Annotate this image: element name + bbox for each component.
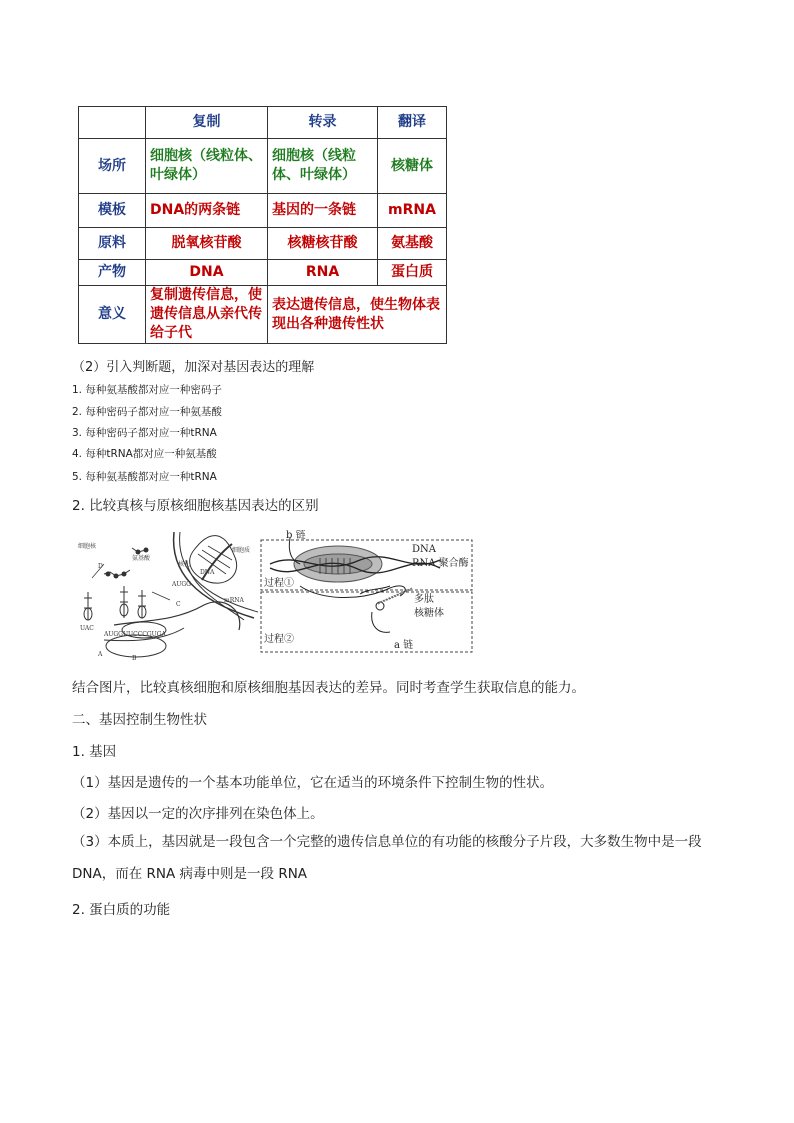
label-d: D (98, 563, 103, 570)
cell-template-translation: mRNA (378, 194, 447, 228)
label-mrna-left: mRNA (224, 597, 244, 604)
gene-title: 1. 基因 (72, 744, 117, 760)
judge-item-4: 4. 每种tRNA都对应一种氨基酸 (72, 448, 217, 460)
label-a-strand: a 链 (394, 640, 414, 651)
label-c: C (176, 601, 181, 608)
cell-product-transcription: RNA (268, 260, 378, 286)
gene-point-3: （3）本质上，基因就是一段包含一个完整的遗传信息单位的有功能的核酸分子片段，大多数生物中是一段DNA，而在 RNA 病毒中则是一段 RNA (72, 834, 702, 882)
row-label-product: 产物 (79, 260, 146, 286)
row-label-template: 模板 (79, 194, 146, 228)
judge-item-1: 1. 每种氨基酸都对应一种密码子 (72, 384, 222, 396)
label-uac: UAC (80, 625, 94, 632)
cell-material-transcription: 核糖核苷酸 (268, 228, 378, 260)
label-nuclear-pore: 核孔 (178, 561, 191, 568)
cell-material-translation: 氨基酸 (378, 228, 447, 260)
cell-template-replication: DNA的两条链 (146, 194, 268, 228)
cell-product-translation: 蛋白质 (378, 260, 447, 286)
row-label-significance: 意义 (79, 286, 146, 344)
row-label-material: 原料 (79, 228, 146, 260)
compare-heading: 2. 比较真核与原核细胞核基因表达的区别 (72, 498, 319, 514)
table-header-replication: 复制 (146, 107, 268, 139)
row-label-location: 场所 (79, 139, 146, 194)
cell-material-replication: 脱氧核苷酸 (146, 228, 268, 260)
table-header-blank (79, 107, 146, 139)
label-process-1: 过程① (264, 578, 294, 589)
cell-product-replication: DNA (146, 260, 268, 286)
label-rna-polymerase: RNA 聚合酶 (412, 558, 469, 569)
gene-point-2: （2）基因以一定的次序排列在染色体上。 (72, 806, 324, 822)
table-header-translation: 翻译 (378, 107, 447, 139)
cell-location-replication: 细胞核（线粒体、叶绿体） (146, 139, 268, 194)
judge-item-3: 3. 每种密码子都对应一种tRNA (72, 427, 217, 439)
judge-item-2: 2. 每种密码子都对应一种氨基酸 (72, 406, 222, 418)
cell-significance-replication: 复制遗传信息，使遗传信息从亲代传给子代 (146, 286, 268, 344)
judge-title: （2）引入判断题，加深对基因表达的理解 (72, 360, 315, 375)
cell-location-translation: 核糖体 (378, 139, 447, 194)
label-augg: AUGG (172, 581, 191, 588)
label-b: B (132, 655, 137, 662)
cell-location-transcription: 细胞核（线粒体、叶绿体） (268, 139, 378, 194)
section-heading-2: 二、基因控制生物性状 (72, 712, 207, 728)
label-codon-seq: AUGGUUCCCGUGA (104, 631, 166, 638)
cell-significance-expression: 表达遗传信息，使生物体表现出各种遗传性状 (268, 286, 447, 344)
label-process-2: 过程② (264, 634, 294, 645)
cell-template-transcription: 基因的一条链 (268, 194, 378, 228)
protein-title: 2. 蛋白质的功能 (72, 902, 171, 918)
label-cytoplasm: 细胞质 (232, 547, 251, 554)
table-header-transcription: 转录 (268, 107, 378, 139)
label-nucleus: 细胞核 (78, 543, 97, 550)
label-polypeptide: 多肽 (414, 594, 434, 605)
judge-item-5: 5. 每种氨基酸都对应一种tRNA (72, 471, 217, 483)
label-ribosome: 核糖体 (414, 608, 444, 619)
label-dna-right: DNA (412, 544, 436, 555)
label-dna-left: DNA (200, 569, 215, 576)
comparison-table (78, 106, 447, 344)
label-a: A (98, 651, 103, 658)
figure-caption: 结合图片，比较真核细胞和原核细胞基因表达的差异。同时考查学生获取信息的能力。 (72, 680, 585, 696)
eukaryote-expression-figure (74, 530, 260, 662)
prokaryote-expression-figure (260, 530, 474, 654)
label-b-strand: b 链 (286, 530, 306, 541)
gene-point-1: （1）基因是遗传的一个基本功能单位，它在适当的环境条件下控制生物的性状。 (72, 775, 554, 791)
label-amino-acid: 氨基酸 (132, 555, 151, 562)
